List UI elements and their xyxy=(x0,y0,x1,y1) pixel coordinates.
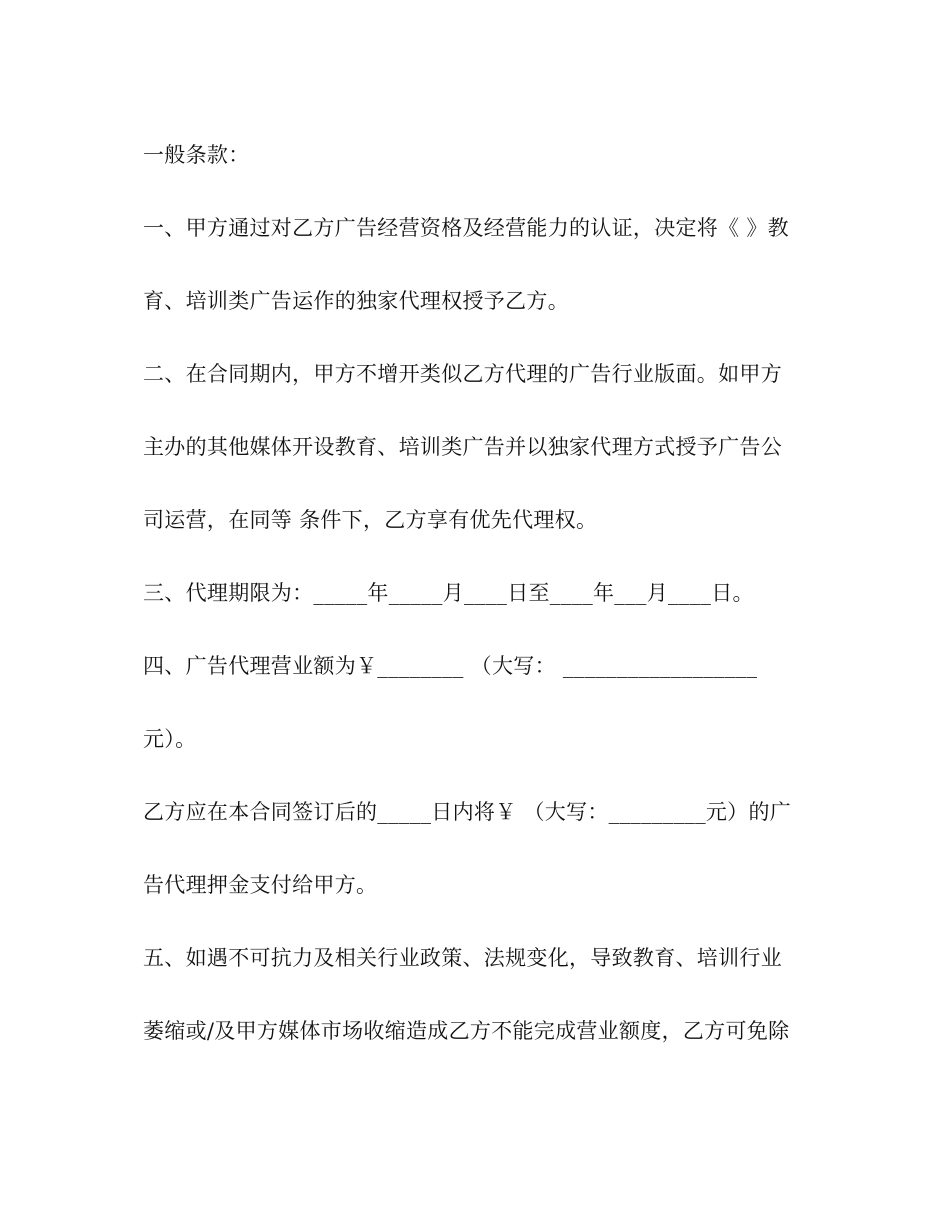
clause-2-line-1: 二、在合同期内，甲方不增开类似乙方代理的广告行业版面。如甲方 xyxy=(143,362,782,386)
clause-4-line-2: 元）。 xyxy=(143,727,197,751)
clause-2-line-3: 司运营，在同等 条件下，乙方享有优先代理权。 xyxy=(143,508,598,532)
clause-1-line-2: 育、培训类广告运作的独家代理权授予乙方。 xyxy=(143,289,569,313)
deposit-line-2: 告代理押金支付给甲方。 xyxy=(143,873,378,897)
clause-4-line-1: 四、广告代理营业额为￥________ （大写： __________________ xyxy=(143,654,758,678)
deposit-line-1: 乙方应在本合同签订后的_____日内将￥ （大写：_________元）的广 xyxy=(143,800,792,824)
clause-5-line-2: 萎缩或/及甲方媒体市场收缩造成乙方不能完成营业额度，乙方可免除 xyxy=(143,1019,790,1043)
clause-1-line-1: 一、甲方通过对乙方广告经营资格及经营能力的认证，决定将《 》教 xyxy=(143,216,789,240)
clause-3-line-1: 三、代理期限为：_____年_____月____日至____年___月____日。 xyxy=(143,581,754,605)
section-heading-general-terms: 一般条款： xyxy=(143,143,250,167)
clause-5-line-1: 五、如遇不可抗力及相关行业政策、法规变化，导致教育、培训行业 xyxy=(143,946,782,970)
clause-2-line-2: 主办的其他媒体开设教育、培训类广告并以独家代理方式授予广告公 xyxy=(143,435,782,459)
